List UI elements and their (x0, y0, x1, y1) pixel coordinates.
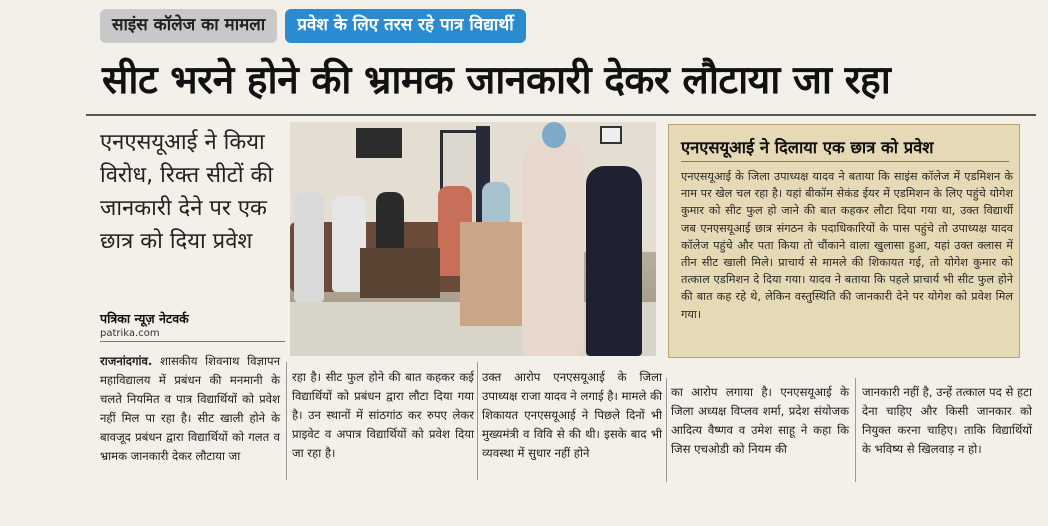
kicker-highlight: प्रवेश के लिए तरस रहे पात्र विद्यार्थी (285, 9, 525, 43)
article-column-2: रहा है। सीट फुल होने की बात कहकर कई विद्यार्थियों को प्रबंधन द्वारा लौटा दिया गया है। उन स्थानों में सांठगांठ कर रुपए लेकर प्राइवेट व अपात्र विद्यार्थियों को प्रवेश दिया जा रहा है। (292, 370, 474, 460)
sidebar-body: एनएसयूआई के जिला उपाध्यक्ष यादव ने बताया कि साइंस कॉलेज में एडमिशन के नाम पर खेल चल रहा है। यहां बीकॉम सेकंड ईयर में एडमिशन के लिए पहुंचे योगेश कुमार को सीट फुल हो जाने की बात कहकर लौटा दिया गया था, उक्त विद्यार्थी जब एनएसयूआई छात्र संगठन के पदाधिकारियों के पास पहुंचे तो उपाध्यक्ष यादव कॉलेज पहुंचे और पता किया तो चौंकाने वाला खुलासा हुआ, यहां उक्त क्लास में तीन सीट खाली मिले। प्राचार्य से मामले की शिकायत गई, तो योगेश कुमार को तत्काल एडमिशन दे दिया गया। यादव ने बताया कि पहले प्राचार्य भी सीट फुल होने की बात कह रहे थे, लेकिन वस्तुस्थिति की जानकारी देने पर योगेश को प्रवेश मिल गया। (681, 170, 1013, 321)
article-column-1 (100, 352, 280, 466)
byline-rule (100, 341, 285, 342)
column-divider (286, 362, 287, 480)
news-photo (290, 122, 656, 356)
kicker-topic: साइंस कॉलेज का मामला (100, 9, 277, 43)
article-column-1-text: शासकीय शिवनाथ विज्ञापन महाविद्यालय में प्रबंधन की मनमानी के चलते नियमित व पात्र विद्यार्थियों को प्रवेश नहीं मिल पा रहा है। सीट खाली होने के बावजूद प्रबंधन द्वारा विद्यार्थियों को गलत व भ्रामक जानकारी देकर लौटाया जा (100, 354, 281, 463)
standing-person (522, 142, 584, 356)
sidebar-rule (681, 161, 1009, 162)
sidebar-title: एनएसयूआई ने दिलाया एक छात्र को प्रवेश (681, 138, 934, 157)
byline (100, 310, 285, 339)
article-column-4: का आरोप लगाया है। एनएसयूआई के जिला अध्यक्ष विप्लव शर्मा, प्रदेश संयोजक आदित्य वैष्णव व उमेश साहू ने कहा कि जिस एचओडी को नियम की (671, 385, 849, 456)
kicker-row (100, 9, 526, 43)
official-person (586, 166, 642, 356)
headline-rule (86, 114, 1036, 116)
coffee-table (360, 248, 440, 298)
dateline: राजनांदगांव. (100, 354, 153, 368)
person-head (542, 122, 566, 148)
sidebar-box (668, 124, 1020, 358)
column-divider (666, 378, 667, 482)
article-column-3: उक्त आरोप एनएसयूआई के जिला उपाध्यक्ष राजा यादव ने लगाई है। मामले की शिकायत एनएसयूआई ने पिछले दिनों भी मुख्यमंत्री व विवि से की थी। इसके बाद भी व्यवस्था में सुधार नहीं होने (482, 370, 662, 460)
seated-person (294, 192, 324, 302)
byline-url: patrika.com (100, 328, 160, 339)
television-shape (356, 128, 402, 158)
column-divider (477, 362, 478, 480)
column-divider (855, 378, 856, 482)
byline-name: पत्रिका न्यूज़ नेटवर्क (100, 311, 189, 326)
subheadline: एनएसयूआई ने किया विरोध, रिक्त सीटों की जानकारी देने पर एक छात्र को दिया प्रवेश (100, 130, 274, 254)
article-column-5: जानकारी नहीं है, उन्हें तत्काल पद से हटा देना चाहिए और किसी जानकार को नियुक्त करना चाहिए। ताकि विद्यार्थियों के भविष्य से खिलवाड़ न हो। (862, 385, 1032, 456)
headline: सीट भरने होने की भ्रामक जानकारी देकर लौटाया जा रहा (102, 58, 891, 103)
wall-frame (600, 126, 622, 144)
